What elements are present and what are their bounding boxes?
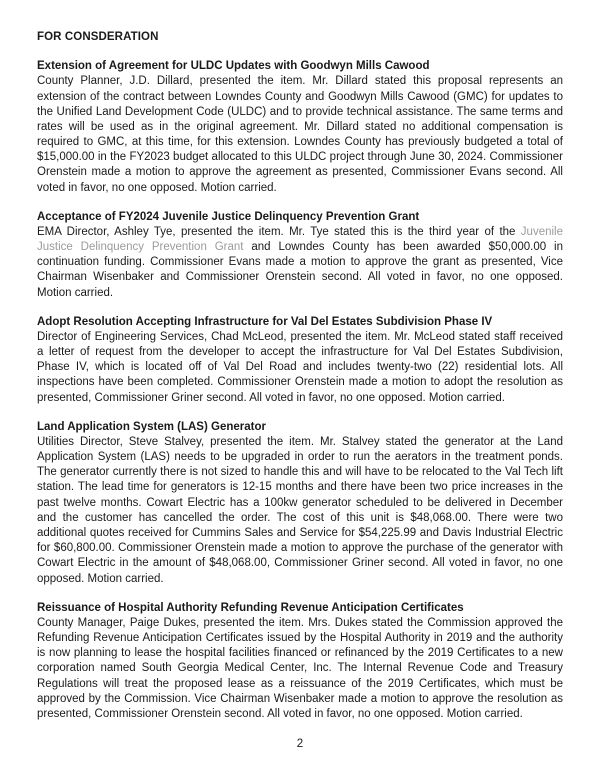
section-body-text: and Lowndes County has been awarded $50,000.00 in continuation funding. Commissioner Evans made a motion to approve the grant as presented, Vice Chairman Wisenbaker and Commissioner Orenstein second. All voted in favor, no one opposed. Motion carried. — [37, 241, 564, 299]
section-heading: Reissuance of Hospital Authority Refunding Revenue Anticipation Certificates — [37, 601, 464, 614]
section-body — [37, 435, 563, 587]
section-body-text: EMA Director, Ashley Tye, presented the item. Mr. Tye stated this is the third year of the — [37, 225, 521, 238]
section-body — [37, 225, 563, 301]
section-heading: Land Application System (LAS) Generator — [37, 420, 266, 433]
document-title: FOR CONSDERATION — [37, 31, 159, 43]
page-number: 2 — [296, 737, 304, 750]
section-body — [37, 616, 563, 722]
grant-name-highlight: Juvenile Justice Delinquency Prevention Grant — [37, 225, 563, 254]
section-body-text: Director of Engineering Services, Chad McLeod, presented the item. Mr. McLeod stated staff received a letter of request from the developer to accept the infrastructure for Val Del Estates Subdivision, Phase IV, which is located off of Val Del Road and includes twenty-two (22) residential lots. All inspections have been completed. Commissioner Orenstein made a motion to adopt the resolution as presented, Commissioner Griner second. All voted in favor, no one opposed. Motion carried. — [37, 330, 563, 404]
section-uldc-agreement — [37, 59, 563, 196]
section-las-generator — [37, 420, 563, 587]
section-heading: Extension of Agreement for ULDC Updates with Goodwyn Mills Cawood — [37, 60, 430, 73]
section-hospital-certificates — [37, 601, 563, 722]
section-body — [37, 330, 563, 406]
section-juvenile-justice-grant — [37, 210, 563, 301]
section-heading: Adopt Resolution Accepting Infrastructure for Val Del Estates Subdivision Phase IV — [37, 315, 493, 328]
section-val-del-estates — [37, 315, 563, 406]
section-body-text: Utilities Director, Steve Stalvey, presented the item. Mr. Stalvey stated the generator at the Land Application System (LAS) needs to be upgraded in order to run the aerators in the treatment ponds. The generator currently there is not sized to handle this and will have to be relocated to the Val Tech lift station. The lead time for generators is 12-15 months and there have been two price increases in the past twelve months. Cowart Electric has a 100kw generator scheduled to be delivered in December and the customer has cancelled the order. The cost of this unit is $48,068.00. There were two additional quotes received for Cummins Sales and Service for $54,225.99 and Davis Industrial Electric for $60,800.00. Commissioner Orenstein made a motion to approve the purchase of the generator with Cowart Electric in the amount of $48,068.00, Commissioner Griner second. All voted in favor, no one opposed. Motion carried. — [37, 435, 563, 585]
section-heading: Acceptance of FY2024 Juvenile Justice Delinquency Prevention Grant — [37, 210, 420, 223]
section-body-text: County Planner, J.D. Dillard, presented the item. Mr. Dillard stated this proposal represents an extension of the contract between Lowndes County and Goodwyn Mills Cawood (GMC) for updates to the Unified Land Development Code (ULDC) and to provide technical assistance. The same terms and rates will be used as in the original agreement. Mr. Dillard stated no additional compensation is required to GMC, at this time, for this extension. Lowndes County has previously budgeted a total of $15,000.00 in the FY2023 budget allocated to this ULDC project through June 30, 2024. Commissioner Orenstein made a motion to approve the agreement as presented, Commissioner Evans second. All voted in favor, no one opposed. Motion carried. — [37, 75, 563, 194]
section-body — [37, 74, 563, 195]
section-body-text: County Manager, Paige Dukes, presented the item. Mrs. Dukes stated the Commission approved the Refunding Revenue Anticipation Certificates issued by the Hospital Authority in 2019 and the authority is now planning to lease the hospital facilities financed or refinanced by the 2019 Certificates to a new corporation named South Georgia Medical Center, Inc. The Internal Revenue Code and Treasury Regulations will treat the proposed lease as a reissuance of the 2019 Certificates, which must be approved by the Commission. Vice Chairman Wisenbaker made a motion to approve the resolution as presented, Commissioner Orenstein second. All voted in favor, no one opposed. Motion carried. — [37, 616, 563, 720]
